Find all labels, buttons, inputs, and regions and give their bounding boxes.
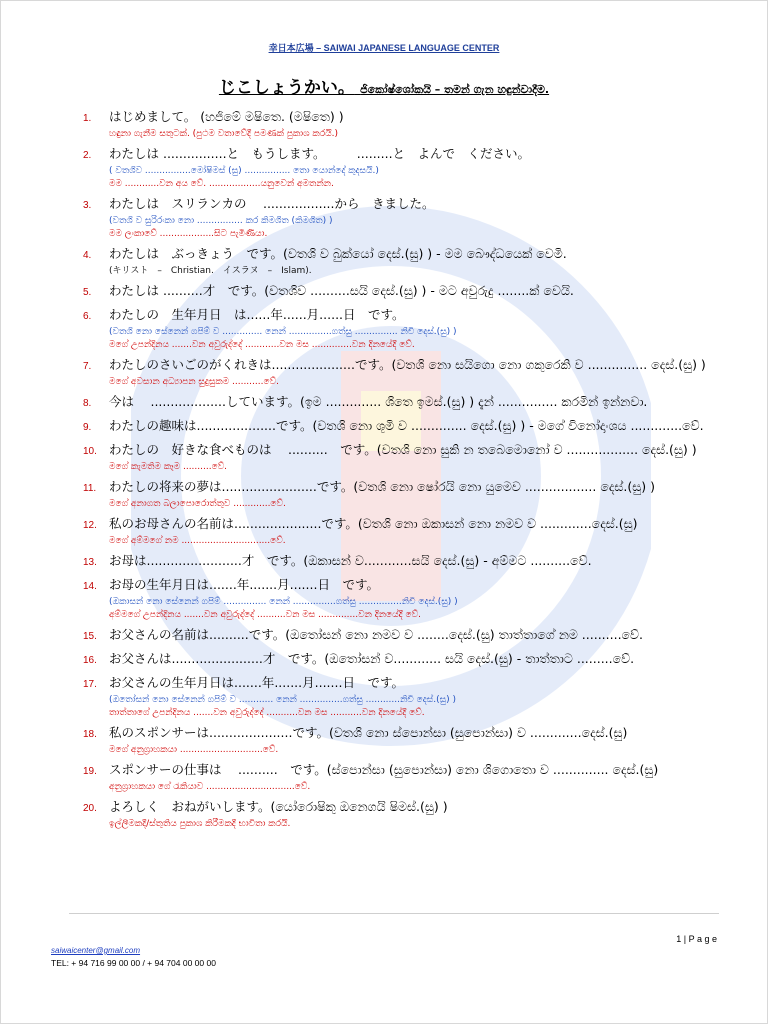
item-translation: මගේ අනාගත බලාපොරොත්තුව .............වේ. [109,499,286,509]
item-translation: තාත්තාගේ උපන්දිනය .......වන අවුරුද්දේ ...........වන මස ...........වන දිනයේදී වේ. [109,708,425,718]
item-translation: මගේ උපන්දිනය .......වන අවුරුද්දේ ............වන මස ..............වන දිනයේදී වේ. [109,340,415,350]
item-main-line [83,355,723,376]
item-translation: ( වතශිව ................මෝෂිමස් (සු) ................ තො යොන්දේ කුදසයි.) [109,166,379,176]
list-item [83,625,723,646]
list-item [83,194,723,241]
list-item [83,477,723,511]
item-sentence: 私のお母さんの名前は......................です。(වතශි නො ඔකාසන් නො නමව ව .............දෙස්.(සු) [109,516,638,531]
item-main-line [83,392,723,413]
list-item [83,305,723,352]
item-sentence: よろしく おねがいします。(යෝරොෂිකු ඔනෙගයි ෂිමස්.(සු) ) [109,799,448,814]
item-main-line [83,575,723,596]
item-number: 16. [83,655,97,666]
item-translation: මගේ කැමතිම කෑම ..........වේ. [109,462,228,472]
item-translation: (ඔතෝසන් නො සේනෙන් ගපිම් ව ............ නෙන් ...............ගත්සු ............නිචි දෙස්.(සු) ) [109,695,456,705]
item-translation: (キリスト – Christian. イスラヌ – Islam). [109,266,312,276]
item-sentence: スポンサーの仕事は .......... です。(ස්පොන්සා (සුපොන්සා) නො ශිගොතො ව .............. දෙස්.(සු) [109,762,659,777]
item-main-line [83,760,723,781]
list-item [83,673,723,720]
item-main-line [83,673,723,694]
item-main-line [83,144,723,165]
item-number: 7. [83,361,92,372]
item-translation: හඳුනා ගැනීම සතුටක්. (පුථම වතාවේදී පමණක් පුකාශ කරයි.) [109,129,338,139]
item-number: 2. [83,150,92,161]
list-item [83,723,723,757]
list-item [83,244,723,278]
item-translation: මගේ අනුග්‍රාහකයා .............................වේ. [109,745,279,755]
item-translation: අම්මගේ උපන්දිනය .......වන අවුරුද්දේ ..........වන මස ..............වන දිනයේදී වේ. [109,610,421,620]
item-sentence: お父さんの名前は..........です。(ඔතෝසන් නො නමව ව ........දෙස්.(සු) තාත්තාගේ නම ..........වේ. [109,627,644,642]
item-translation: (වතශි ව සුරිරංකා නො ................ කර කිමශිත (කිමශිත) ) [109,216,333,226]
item-number: 17. [83,679,97,690]
item-sentence: わたしは スリランカの ..................から きました。 [109,196,435,211]
list-item [83,107,723,141]
item-main-line [83,649,723,670]
contact-telephone: TEL: + 94 716 99 00 00 / + 94 704 00 00 00 [51,958,216,968]
item-number: 15. [83,631,97,642]
item-number: 6. [83,311,92,322]
item-sentence: わたしの 好きな食べものは .......... です。(වතශි නො සුකි න තබෙමොනෝ ව .................. දෙස්.(සු) ) [109,442,697,457]
item-translation: (වතශි නො සේනෙන් ගපිම් ව .............. නෙන් ...............ගත්සු ............... නිචි දෙස්.(සු) ) [109,327,457,337]
footer-divider [69,913,719,914]
item-number: 20. [83,803,97,814]
item-translation: අනුග්‍රාහකයා ගේ රැකියාව ...............................වේ. [109,782,311,792]
item-translation: (ඔකාසන් නො සේනෙන් ගපිම් ............... නෙන් ...............ගත්සු ...............නිචි දෙස්.(සු) ) [109,597,458,607]
item-translation: මගේ අම්මගේ නම ...............................වේ. [109,536,286,546]
item-translation: මම ලංකාවේ ...................සිට පැමිණියා. [109,229,268,239]
item-number: 3. [83,200,92,211]
item-number: 11. [83,483,97,494]
item-main-line [83,416,723,437]
item-main-line [83,281,723,302]
item-sentence: わたしは ................と もうします。 .........と よんで ください。 [109,146,531,161]
exercise-list [83,107,723,834]
item-main-line [83,194,723,215]
list-item [83,392,723,413]
title-sinhala: ජිකෝෂ්ශෝකයි – තමන් ගැන හඳුන්වාදීම. [360,83,550,96]
center-name-header: 幸日本広場 – SAIWAI JAPANESE LANGUAGE CENTER [268,43,500,53]
item-number: 18. [83,729,97,740]
item-translation: මගේ අවසාන අධ්‍යාපන සුදුසුකම ...........වේ. [109,377,279,387]
item-main-line [83,723,723,744]
list-item [83,440,723,474]
page-number: 1 | P a g e [676,934,717,944]
item-sentence: 今は ...................しています。(ඉම .............. ශිතෙ ඉමස්.(සු) ) දැන් ............... කරමින් ඉන්නවා. [109,394,648,409]
item-sentence: お母の生年月日は.......年.......月.......日 です。 [109,577,379,592]
item-sentence: わたしは ..........才 です。(වතශිව ..........සයි දෙස්.(සු) ) - මට අවුරුදු ........ක් වෙයි. [109,283,574,298]
item-sentence: お母は........................才 です。(ඔකාසන් ව............සයි දෙස්.(සු) - අම්මට ..........වේ. [109,553,592,568]
item-sentence: お父さんの生年月日は.......年.......月.......日 です。 [109,675,404,690]
list-item [83,416,723,437]
item-main-line [83,797,723,818]
item-number: 19. [83,766,97,777]
item-main-line [83,514,723,535]
item-main-line [83,107,723,128]
item-sentence: わたしの趣味は....................です。(වතශි නො ශුමි ව .............. දෙස්.(සු) ) - මගේ විනෝදාංශය .............වේ. [109,418,704,433]
item-number: 12. [83,520,97,531]
item-number: 9. [83,422,92,433]
item-sentence: お父さんは.......................才 です。(ඔතෝසන් ව............ සයි දෙස්.(සු) - තාත්තාට .........වේ. [109,651,635,666]
item-sentence: わたしの 生年月日 は......年......月......日 です。 [109,307,405,322]
list-item [83,649,723,670]
item-main-line [83,305,723,326]
list-item [83,355,723,389]
item-translation: ඉල්ලීමකදී/ස්තුතිය පුකාශ කිරීමකදී භාවිතා කරයි. [109,819,291,829]
item-sentence: わたしの将来の夢は........................です。(වතශි නො ෂෝරයි නො යුමෙව .................. දෙස්.(සු) ) [109,479,655,494]
item-main-line [83,625,723,646]
item-number: 10. [83,446,97,457]
item-number: 13. [83,557,97,568]
item-number: 14. [83,581,97,592]
item-sentence: はじめまして。 (හජිමේ මෂිතෙ. (මෂිතෙ) ) [109,109,344,124]
item-number: 5. [83,287,92,298]
list-item [83,281,723,302]
list-item [83,575,723,622]
list-item [83,144,723,191]
item-sentence: 私のスポンサーは.....................です。(වතශි නො ස්පොන්සා (සුපොන්සා) ව .............දෙස්.(සු) [109,725,628,740]
item-main-line [83,440,723,461]
contact-email-link[interactable]: saiwaicenter@gmail.com [51,946,141,955]
title-japanese: じこしょうかい。 [218,78,355,98]
item-number: 1. [83,113,92,124]
item-main-line [83,477,723,498]
page-title [1,73,767,98]
list-item [83,551,723,572]
item-number: 8. [83,398,92,409]
item-main-line [83,244,723,265]
item-main-line [83,551,723,572]
list-item [83,514,723,548]
item-translation: මම ............වන අය වේ. ..................යනුවෙන් අමතන්න. [109,179,334,189]
list-item [83,760,723,794]
list-item [83,797,723,831]
item-sentence: わたしのさいごのがくれきは.....................です。(වතශි නො සයිගො නො ගකුරෙකි ව ............... දෙස්.(සු) ) [109,357,706,372]
item-sentence: わたしは ぶっきょう です。(වතශි ව බුක්යෝ දෙස්.(සු) ) - මම බෞද්ධයෙක් වෙමි. [109,246,567,261]
item-number: 4. [83,250,92,261]
